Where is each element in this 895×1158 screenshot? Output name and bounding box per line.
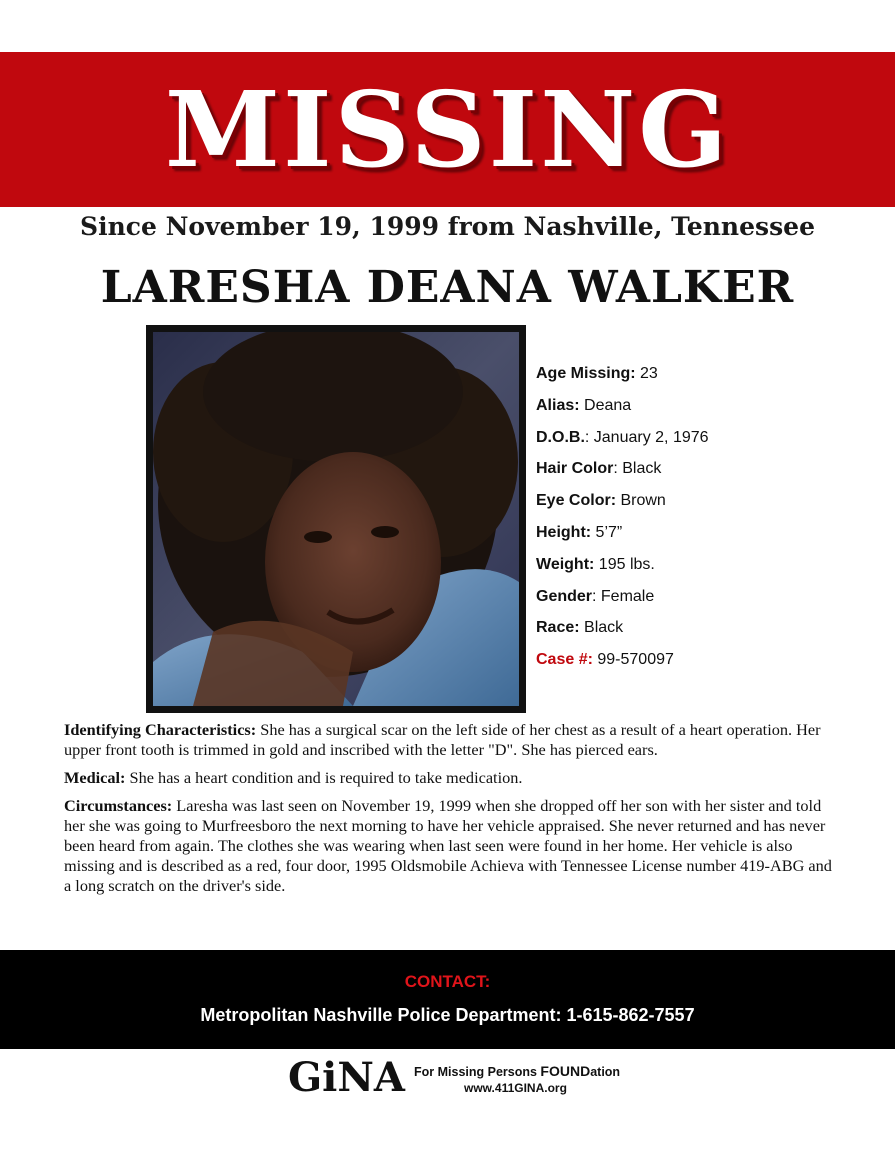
fact-label: Race: bbox=[536, 619, 580, 637]
footer-url: www.411GINA.org bbox=[464, 1081, 567, 1095]
identifying-text: She has a surgical scar on the left side of her chest as a result of a heart operation. Her upper front tooth is trimmed in gold and inscribed with the letter "D". She has pierced ears. bbox=[64, 720, 821, 759]
circumstances-paragraph bbox=[64, 796, 834, 896]
since-line: Since November 19, 1999 from Nashville, Tennessee bbox=[80, 212, 815, 241]
fact-value: Deana bbox=[579, 396, 632, 414]
gina-logo: GiNA bbox=[288, 1054, 405, 1101]
medical-text: She has a heart condition and is required to take medication. bbox=[125, 768, 523, 787]
description bbox=[64, 720, 834, 904]
fact-alias bbox=[536, 390, 886, 422]
fact-age bbox=[536, 358, 886, 390]
fact-race bbox=[536, 612, 886, 644]
identifying-label: Identifying Characteristics: bbox=[64, 720, 257, 739]
tagline-emph: FOUND bbox=[540, 1063, 591, 1079]
medical-paragraph bbox=[64, 768, 834, 788]
contact-bar bbox=[0, 950, 895, 1049]
circumstances-label: Circumstances: bbox=[64, 796, 173, 815]
person-photo bbox=[153, 332, 519, 706]
fact-value: : Black bbox=[613, 460, 662, 478]
fact-label-case: Case #: bbox=[536, 651, 593, 669]
fact-eye bbox=[536, 485, 886, 517]
medical-label: Medical: bbox=[64, 768, 126, 787]
fact-gender bbox=[536, 581, 886, 613]
photo-frame bbox=[146, 325, 526, 713]
circumstances-text: Laresha was last seen on November 19, 1999 when she dropped off her son with her sister and told her she was going to Murfreesboro the next morning to have her vehicle appraised. She never returned and has never been heard from again. The clothes she was wearing when last seen were found in her home. Her vehicle is also missing and is described as a red, four door, 1995 Oldsmobile Achieva with Tennessee License number 419-ABG and a long scratch on the driver's side. bbox=[64, 796, 832, 895]
fact-hair bbox=[536, 453, 886, 485]
fact-label: Eye Color: bbox=[536, 492, 617, 510]
banner-title: MISSING bbox=[164, 67, 731, 191]
fact-height bbox=[536, 517, 886, 549]
fact-value: : Female bbox=[592, 587, 655, 605]
footer bbox=[288, 1054, 648, 1104]
fact-label: D.O.B. bbox=[536, 428, 585, 446]
missing-banner bbox=[0, 52, 895, 207]
fact-value: 5’7” bbox=[591, 523, 623, 541]
fact-weight bbox=[536, 549, 886, 581]
fact-label: Hair Color bbox=[536, 460, 614, 478]
fact-label: Gender bbox=[536, 587, 593, 605]
contact-title: CONTACT: bbox=[404, 972, 491, 991]
identifying-paragraph bbox=[64, 720, 834, 760]
fact-value: 99-570097 bbox=[592, 651, 674, 669]
fact-value: : January 2, 1976 bbox=[584, 428, 709, 446]
fact-value: Black bbox=[579, 619, 624, 637]
fact-label: Weight: bbox=[536, 555, 595, 573]
facts-list bbox=[536, 358, 886, 676]
fact-label: Alias: bbox=[536, 396, 580, 414]
fact-value: 195 lbs. bbox=[594, 555, 655, 573]
fact-case bbox=[536, 644, 886, 676]
contact-line: Metropolitan Nashville Police Department: 1-615-862-7557 bbox=[200, 1005, 695, 1025]
tagline bbox=[414, 1063, 620, 1079]
fact-value: 23 bbox=[635, 365, 658, 382]
fact-dob bbox=[536, 422, 886, 454]
fact-label: Height: bbox=[536, 523, 592, 541]
tagline-suffix: ation bbox=[590, 1065, 621, 1079]
fact-value: Brown bbox=[616, 492, 666, 510]
person-name: LARESHA DEANA WALKER bbox=[100, 262, 795, 313]
fact-label: Age Missing: bbox=[536, 365, 636, 382]
tagline-prefix: For Missing Persons bbox=[414, 1065, 541, 1079]
